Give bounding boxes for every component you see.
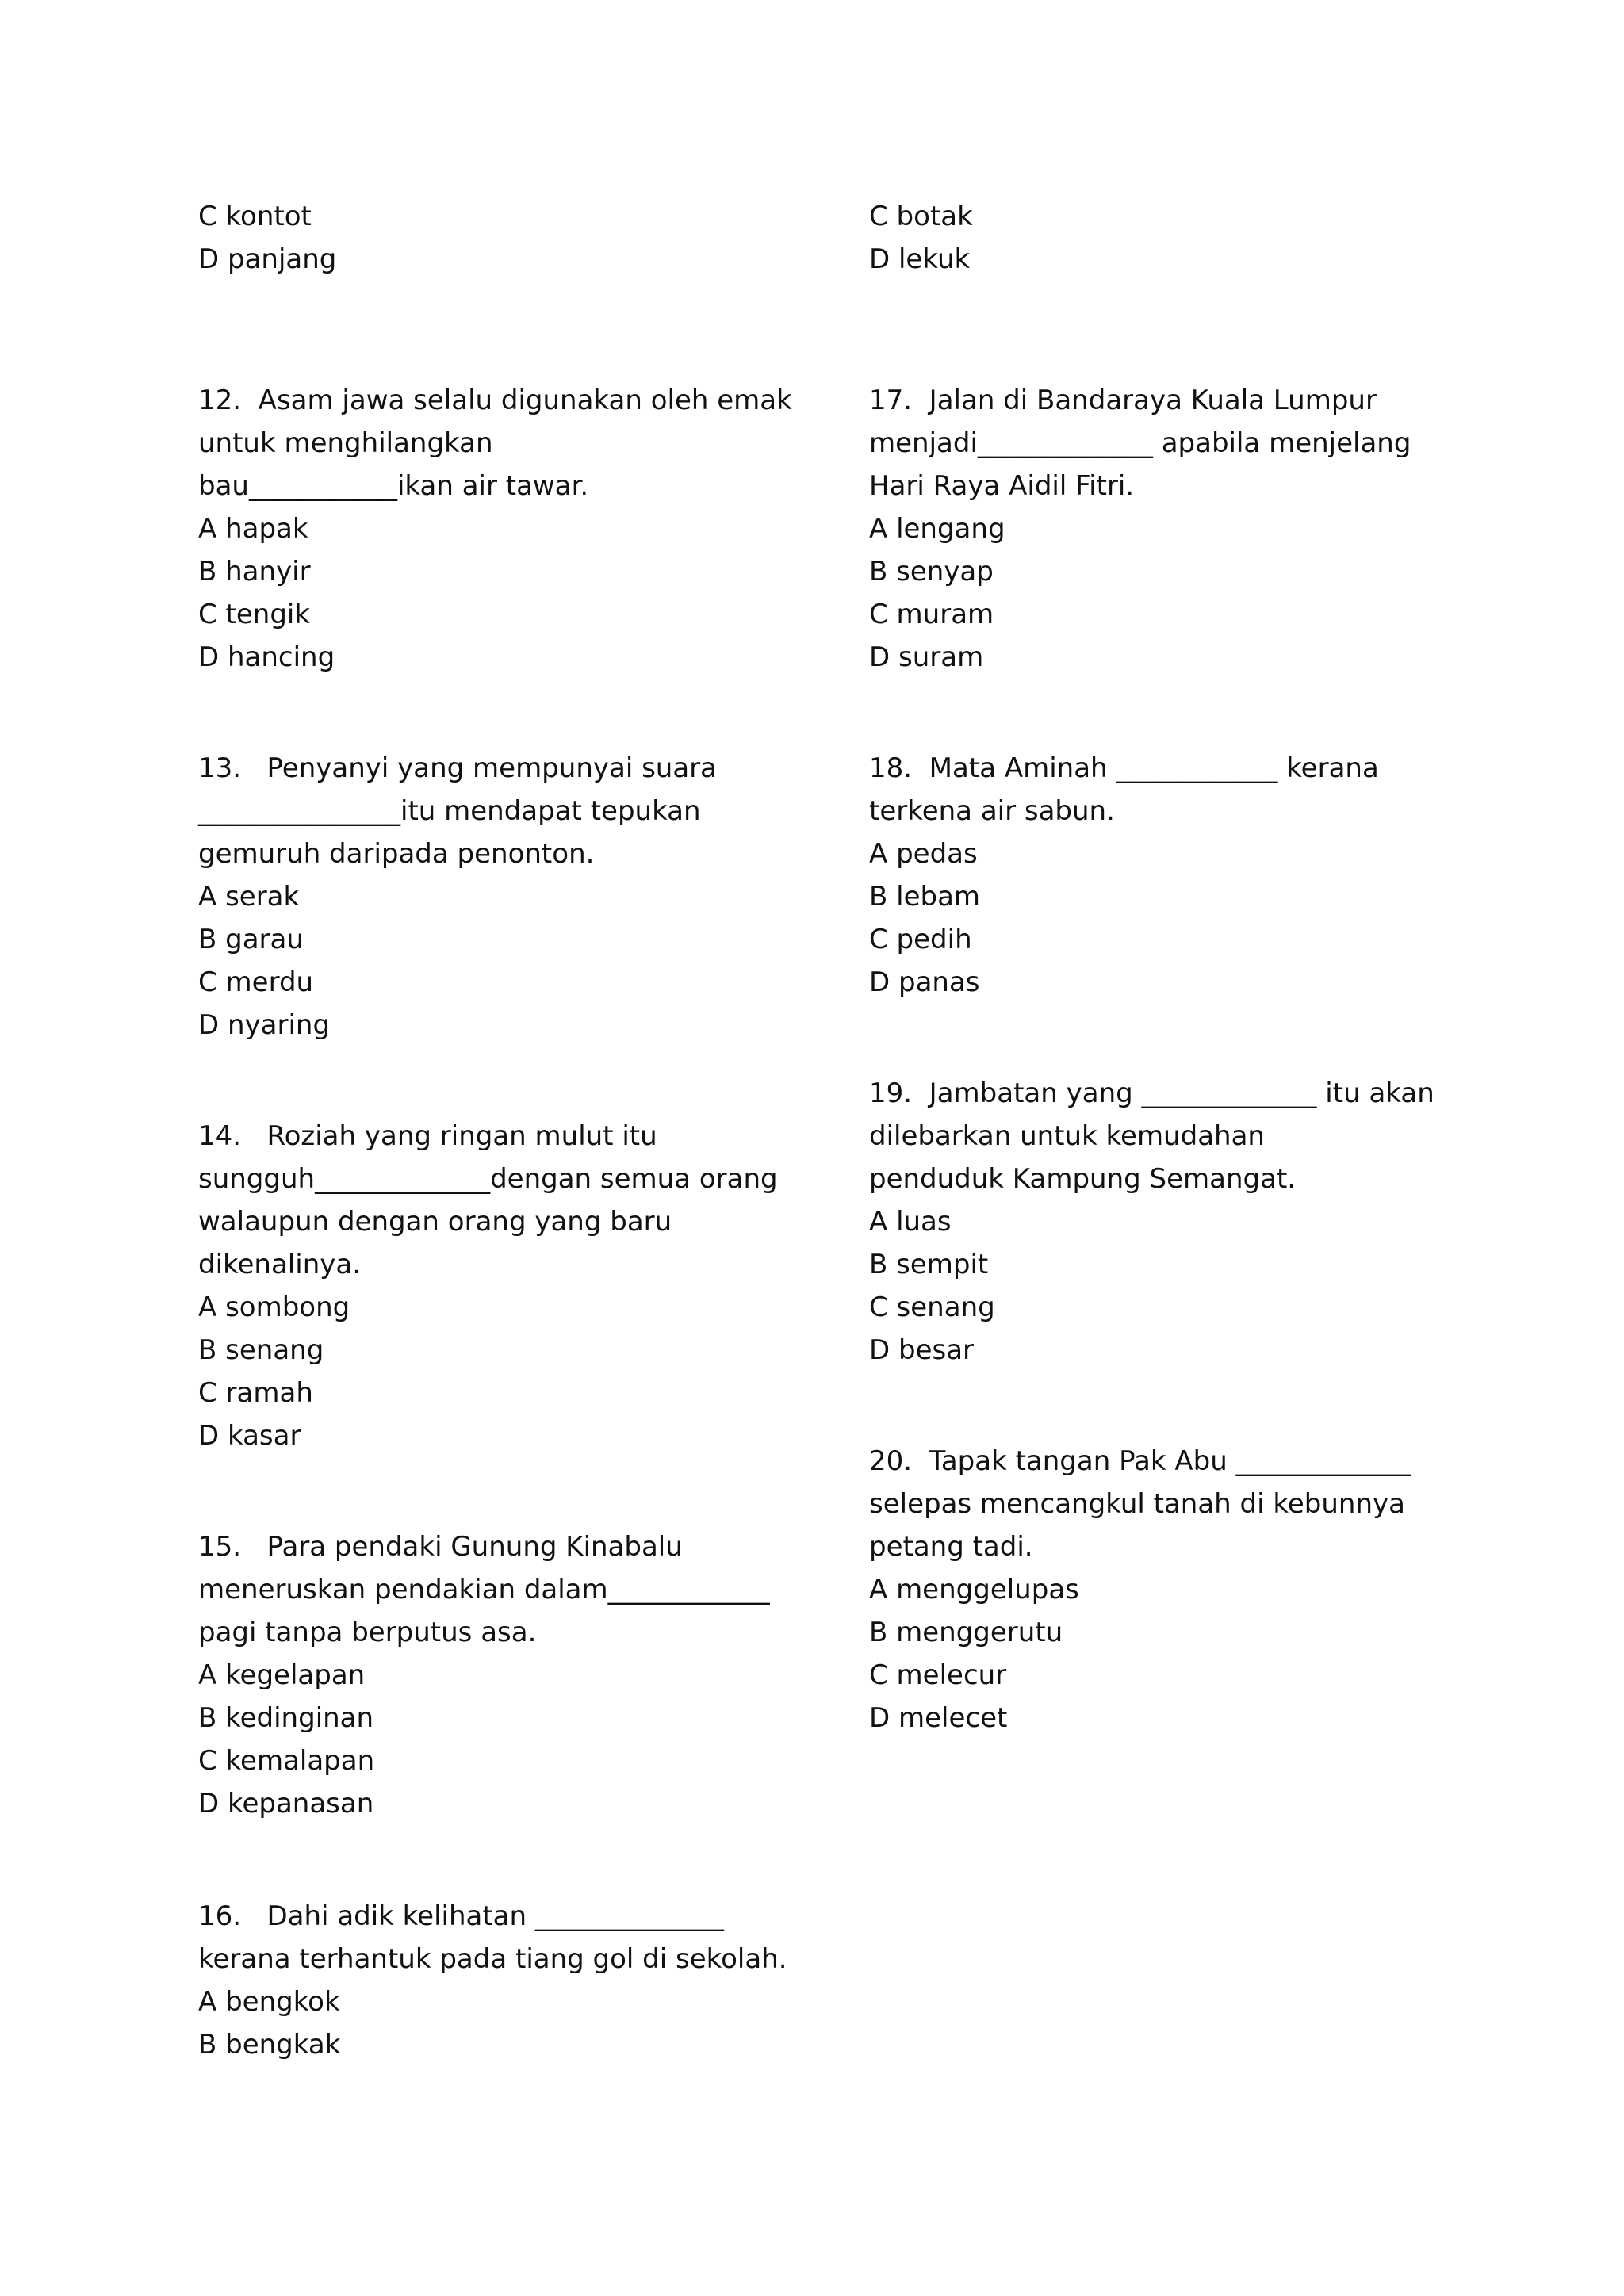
option-c: C ramah <box>198 1377 313 1409</box>
option-b: B hanyir <box>198 556 311 587</box>
option-d: D melecet <box>869 1702 1008 1734</box>
option-b: B sempit <box>869 1249 989 1280</box>
question-text: penduduk Kampung Semangat. <box>869 1163 1297 1195</box>
option-d: D panas <box>869 966 980 998</box>
option-d: D suram <box>869 641 984 673</box>
option-b: B senyap <box>869 556 994 587</box>
question-text: pagi tanpa berputus asa. <box>198 1617 537 1648</box>
question-text: 15. Para pendaki Gunung Kinabalu <box>198 1531 683 1563</box>
question-text: gemuruh daripada penonton. <box>198 838 595 870</box>
question-text: 16. Dahi adik kelihatan ______________ <box>198 1900 724 1932</box>
option-a: A bengkok <box>198 1986 340 2018</box>
question-text: menjadi_____________ apabila menjelang <box>869 427 1411 459</box>
option-c: C botak <box>869 201 973 232</box>
option-d: D lekuk <box>869 243 971 275</box>
question-text: untuk menghilangkan <box>198 427 493 459</box>
question-text: bau___________ikan air tawar. <box>198 470 589 502</box>
option-d: D hancing <box>198 641 335 673</box>
question-text: sungguh_____________dengan semua orang <box>198 1163 778 1195</box>
option-b: B menggerutu <box>869 1617 1063 1648</box>
option-b: B lebam <box>869 881 981 913</box>
option-d: D kasar <box>198 1420 301 1452</box>
option-c: C kontot <box>198 201 312 232</box>
option-a: A sombong <box>198 1292 350 1323</box>
option-a: A lengang <box>869 513 1005 545</box>
option-a: A hapak <box>198 513 308 545</box>
question-text: 13. Penyanyi yang mempunyai suara <box>198 752 717 784</box>
question-text: dikenalinya. <box>198 1249 362 1280</box>
option-d: D panjang <box>198 243 337 275</box>
question-text: 18. Mata Aminah ____________ kerana <box>869 752 1379 784</box>
option-b: B garau <box>198 924 304 955</box>
option-d: D kepanasan <box>198 1788 374 1820</box>
option-a: A pedas <box>869 838 978 870</box>
option-d: D nyaring <box>198 1009 331 1041</box>
question-text: 12. Asam jawa selalu digunakan oleh emak <box>198 385 792 416</box>
option-a: A kegelapan <box>198 1659 366 1691</box>
question-text: petang tadi. <box>869 1531 1033 1563</box>
question-text: 17. Jalan di Bandaraya Kuala Lumpur <box>869 385 1377 416</box>
question-text: 20. Tapak tangan Pak Abu _____________ <box>869 1445 1411 1477</box>
option-a: A luas <box>869 1206 952 1238</box>
question-text: walaupun dengan orang yang baru <box>198 1206 672 1238</box>
option-c: C muram <box>869 599 994 630</box>
option-c: C senang <box>869 1292 995 1323</box>
option-c: C melecur <box>869 1659 1007 1691</box>
question-text: Hari Raya Aidil Fitri. <box>869 470 1135 502</box>
option-a: A serak <box>198 881 300 913</box>
option-a: A menggelupas <box>869 1574 1079 1605</box>
option-b: B bengkak <box>198 2029 341 2061</box>
option-c: C kemalapan <box>198 1745 375 1777</box>
option-b: B senang <box>198 1334 324 1366</box>
option-c: C merdu <box>198 966 314 998</box>
option-b: B kedinginan <box>198 1702 374 1734</box>
question-text: meneruskan pendakian dalam____________ <box>198 1574 770 1605</box>
question-text: dilebarkan untuk kemudahan <box>869 1120 1265 1152</box>
question-text: 19. Jambatan yang _____________ itu akan <box>869 1077 1434 1109</box>
option-c: C tengik <box>198 599 311 630</box>
question-text: terkena air sabun. <box>869 795 1115 827</box>
option-d: D besar <box>869 1334 975 1366</box>
option-c: C pedih <box>869 924 972 955</box>
question-text: 14. Roziah yang ringan mulut itu <box>198 1120 657 1152</box>
question-text: kerana terhantuk pada tiang gol di sekolah. <box>198 1943 787 1975</box>
question-text: selepas mencangkul tanah di kebunnya <box>869 1488 1405 1520</box>
question-text: _______________itu mendapat tepukan <box>198 795 701 827</box>
